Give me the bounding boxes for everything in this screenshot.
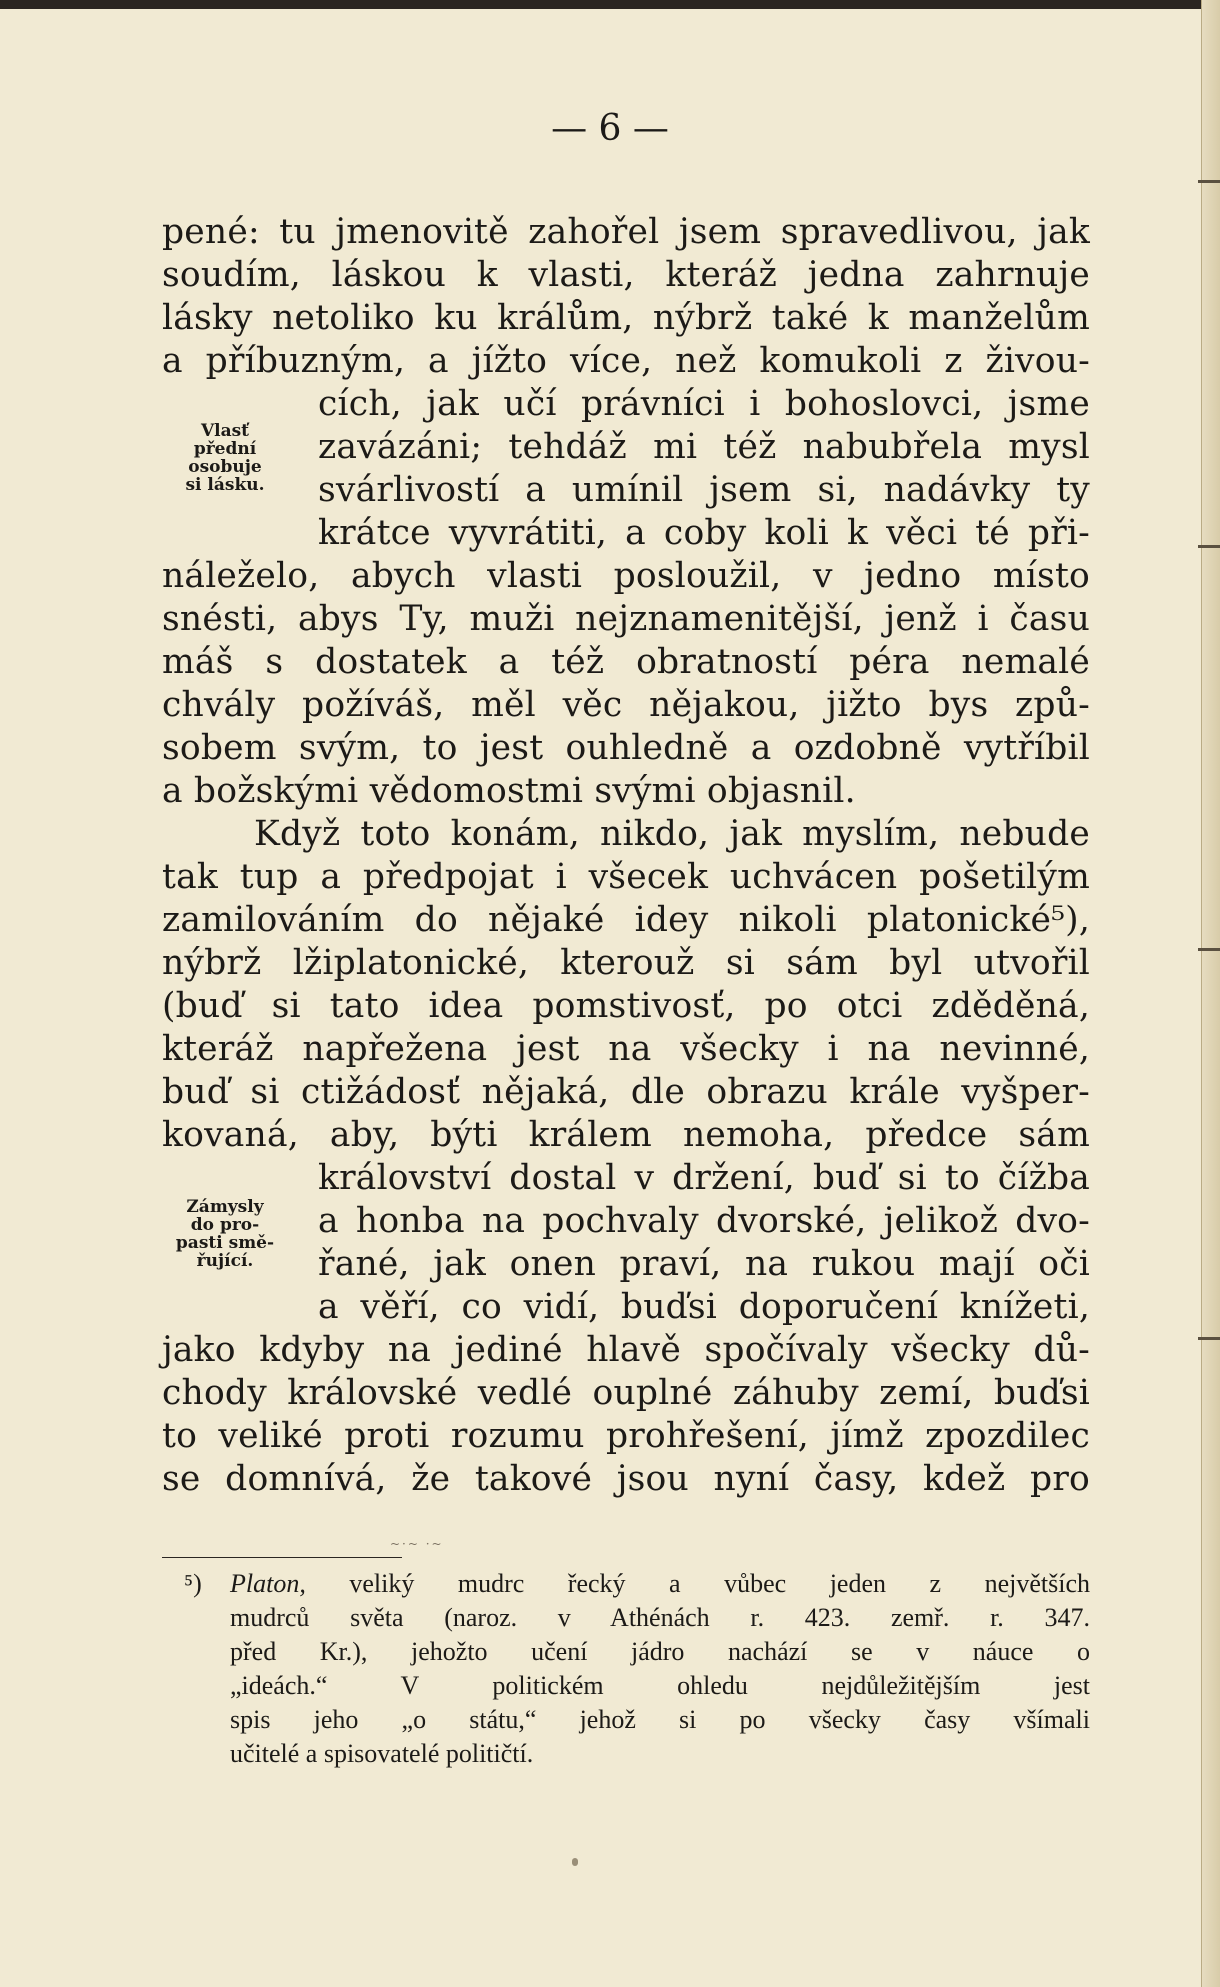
footnote-line [230,1567,1090,1601]
footnote-line: spis jeho „o státu,“ jehož si po všecky časy všímali [230,1705,1090,1734]
text-line: a příbuzným, a jížto více, než komukoli z živou- [162,341,1090,381]
text-line: jako kdyby na jediné hlavě spočívaly všecky dů- [162,1330,1090,1370]
footnote-line: mudrců světa (naroz. v Athénách r. 423. zemř. r. 347. [230,1603,1090,1632]
text-line: lásky netoliko ku králům, nýbrž také k manželům [162,298,1090,338]
text-line: to veliké proti rozumu prohřešení, jímž zpozdilec [162,1416,1090,1456]
text-line: (buď si tato idea pomstivosť, po otci zděděná, [162,986,1090,1026]
text-line: nýbrž lžiplatonické, kterouž si sám byl utvořil [162,943,1090,983]
edge-mark [1198,948,1220,951]
text-line: a honba na pochvaly dvorské, jelikož dvo- [318,1201,1090,1241]
ornament: ~·~ ·~ [390,1537,444,1551]
margin-note-line: do pro- [190,1215,260,1235]
margin-note-line: Zámysly [186,1197,264,1217]
edge-mark [1198,545,1220,548]
text-line: máš s dostatek a též obratností péra nemalé [162,642,1090,682]
text-line: sobem svým, to jest ouhledně a ozdobně vytříbil [162,728,1090,768]
text-line: svárlivostí a umínil jsem si, nadávky ty [318,470,1090,510]
page-number: — 6 — [551,108,669,149]
footnote-line: „ideách.“ V politickém ohledu nejdůležitějším jest [230,1671,1090,1700]
text-line: snésti, abys Ty, muži nejznamenitější, jenž i času [162,599,1090,639]
text-line: kovaná, aby, býti králem nemoha, předce sám [162,1115,1090,1155]
scan-top-border [0,0,1220,9]
text-line: chvály požíváš, měl věc nějakou, jižto bys způ- [162,685,1090,725]
footnote-label: ⁵) [184,1569,202,1598]
footnote-line: učitelé a spisovatelé političtí. [230,1739,534,1768]
margin-note-line: si lásku. [185,475,265,495]
ink-spot [572,1858,578,1866]
text-line: krátce vyvrátiti, a coby koli k věci té při- [318,513,1090,553]
margin-note-line: Vlasť [200,421,250,441]
text-line: a božskými vědomostmi svými objasnil. [162,771,856,811]
margin-note [150,1198,300,1270]
text-line: chody královské vedlé ouplné záhuby zemí, buďsi [162,1373,1090,1413]
footnote-text: Platon, veliký mudrc řecký a vůbec jeden z největších [230,1569,1090,1598]
text-line: kteráž napřežena jest na všecky i na nevinné, [162,1029,1090,1069]
edge-mark [1198,180,1220,183]
text-line: náleželo, abych vlasti posloužil, v jedno místo [162,556,1090,596]
text-line: řané, jak onen praví, na rukou mají oči [318,1244,1090,1284]
text-line: zavázáni; tehdáž mi též nabubřela mysl [318,427,1090,467]
text-line: a věří, co vidí, buďsi doporučení knížeti, [318,1287,1090,1327]
text-line: pené: tu jmenovitě zahořel jsem spravedlivou, jak [162,212,1090,252]
margin-note-line: osobuje [188,457,262,477]
margin-note-line: pasti smě- [175,1233,275,1253]
text-line: tak tup a předpojat i všecek uchvácen pošetilým [162,857,1090,897]
text-line: soudím, láskou k vlasti, kteráž jedna zahrnuje [162,255,1090,295]
margin-note [150,422,300,494]
footnote-rule [162,1557,402,1558]
margin-note-line: přední [193,439,257,459]
edge-mark [1198,1337,1220,1340]
page-edge [1201,0,1220,1987]
text-line: buď si ctižádosť nějaká, dle obrazu krále vyšper- [162,1072,1090,1112]
text-line: zamilováním do nějaké idey nikoli platonické⁵), [162,900,1090,940]
text-line: se domnívá, že takové jsou nyní časy, kdež pro [162,1459,1090,1499]
text-line: Když toto konám, nikdo, jak myslím, nebude [254,814,1090,854]
text-line: království dostal v držení, buď si to čížba [318,1158,1090,1198]
text-line: cích, jak učí právníci i bohoslovci, jsme [318,384,1090,424]
margin-note-line: řující. [196,1251,254,1271]
footnote-line: před Kr.), jehožto učení jádro nachází se v náuce o [230,1637,1090,1666]
